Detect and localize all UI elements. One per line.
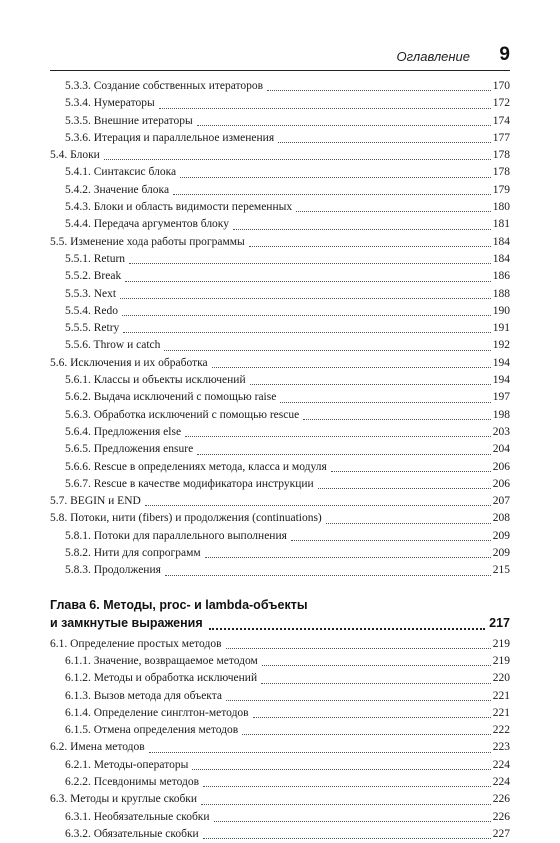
toc-entry-page: 206	[492, 477, 510, 490]
toc-entry-page: 191	[492, 322, 510, 335]
toc-entry-title: 5.5.6. Throw и catch	[65, 339, 161, 352]
chapter-title-line2-text: и замкнутые выражения	[50, 615, 203, 630]
toc-entry-title: 5.5.5. Retry	[65, 322, 120, 335]
toc-entry-page: 203	[492, 425, 510, 438]
toc-entry-page: 179	[492, 183, 510, 196]
toc-entry-title: 5.6.7. Rescue в качестве модификатора инструкции	[65, 477, 314, 490]
toc-entry-page: 221	[492, 706, 510, 719]
toc-entry[interactable]	[50, 78, 510, 95]
toc-entry-title: 5.5. Изменение хода работы программы	[50, 235, 245, 248]
toc-entry-title: 5.8.2. Нити для сопрограмм	[65, 547, 201, 560]
toc-entry-title: 6.1.3. Вызов метода для объекта	[65, 689, 223, 702]
toc-entry[interactable]	[50, 95, 510, 112]
toc-entry-page: 180	[492, 201, 510, 214]
toc-entry[interactable]	[50, 562, 510, 579]
toc-entry-page: 188	[492, 287, 510, 300]
toc-entry-page: 209	[492, 547, 510, 560]
dot-leader	[233, 228, 491, 230]
dot-leader	[226, 647, 491, 649]
toc-entry[interactable]	[50, 476, 510, 493]
toc-entry-page: 198	[492, 408, 510, 421]
dot-leader	[203, 837, 491, 839]
dot-leader	[159, 107, 491, 109]
toc-entry-page: 226	[492, 793, 510, 806]
toc-entry[interactable]	[50, 774, 510, 791]
toc-entry[interactable]	[50, 510, 510, 527]
toc-entry[interactable]	[50, 251, 510, 268]
dot-leader	[214, 820, 491, 822]
toc-entry-page: 215	[492, 564, 510, 577]
toc-entry[interactable]	[50, 268, 510, 285]
toc-entry[interactable]	[50, 424, 510, 441]
dot-leader	[145, 504, 491, 506]
toc-entry-page: 204	[492, 443, 510, 456]
toc-entry-title: 5.5.1. Return	[65, 252, 126, 265]
toc-entry-page: 226	[492, 810, 510, 823]
toc-entry-title: 6.2. Имена методов	[50, 741, 145, 754]
toc-entry[interactable]	[50, 545, 510, 562]
toc-entry-title: 5.4.4. Передача аргументов блоку	[65, 218, 229, 231]
toc-entry[interactable]	[50, 636, 510, 653]
toc-section-chapter-6	[50, 636, 510, 843]
toc-entry-page: 222	[492, 724, 510, 737]
toc-entry-page: 197	[492, 391, 510, 404]
toc-entry-page: 184	[492, 235, 510, 248]
toc-entry[interactable]	[50, 809, 510, 826]
dot-leader	[331, 470, 491, 472]
dot-leader	[205, 556, 491, 558]
toc-entry[interactable]	[50, 113, 510, 130]
toc-entry[interactable]	[50, 441, 510, 458]
dot-leader	[104, 158, 491, 160]
toc-entry-page: 181	[492, 218, 510, 231]
toc-entry-title: 6.1.4. Определение синглтон-методов	[65, 706, 249, 719]
dot-leader	[180, 176, 491, 178]
toc-entry-title: 5.5.3. Next	[65, 287, 117, 300]
toc-entry[interactable]	[50, 528, 510, 545]
toc-entry[interactable]	[50, 372, 510, 389]
dot-leader	[120, 297, 491, 299]
toc-entry-title: 5.6.1. Классы и объекты исключений	[65, 374, 246, 387]
dot-leader	[201, 803, 491, 805]
toc-entry-page: 220	[492, 672, 510, 685]
toc-entry-page: 224	[492, 758, 510, 771]
toc-entry-page: 194	[492, 374, 510, 387]
dot-leader	[129, 262, 491, 264]
dot-leader	[123, 331, 490, 333]
toc-entry-title: 5.4.1. Синтаксис блока	[65, 166, 177, 179]
toc-entry-title: 6.2.1. Методы-операторы	[65, 758, 189, 771]
toc-entry-title: 5.6. Исключения и их обработка	[50, 356, 208, 369]
toc-entry-title: 5.6.6. Rescue в определениях метода, класса и модуля	[65, 460, 327, 473]
dot-leader	[125, 280, 491, 282]
toc-entry[interactable]	[50, 234, 510, 251]
dot-leader	[173, 193, 491, 195]
toc-entry-title: 6.3.1. Необязательные скобки	[65, 810, 210, 823]
dot-leader	[192, 768, 490, 770]
toc-entry[interactable]	[50, 147, 510, 164]
dot-leader	[278, 141, 491, 143]
toc-entry-page: 209	[492, 529, 510, 542]
toc-entry[interactable]	[50, 653, 510, 670]
toc-entry-page: 174	[492, 114, 510, 127]
toc-entry-title: 5.7. BEGIN и END	[50, 495, 141, 508]
dot-leader	[291, 539, 491, 541]
dot-leader	[212, 366, 491, 368]
toc-entry[interactable]	[50, 216, 510, 233]
toc-entry-page: 208	[492, 512, 510, 525]
toc-entry-title: 5.4.3. Блоки и область видимости переменных	[65, 201, 293, 214]
toc-entry-title: 5.3.6. Итерация и параллельное изменения	[65, 131, 275, 144]
dot-leader	[203, 785, 491, 787]
dot-leader	[262, 664, 491, 666]
toc-entry-page: 190	[492, 304, 510, 317]
toc-entry[interactable]	[50, 826, 510, 843]
toc-entry-title: 5.6.3. Обработка исключений с помощью rescue	[65, 408, 300, 421]
chapter-title-line1: Глава 6. Методы, proc- и lambda-объекты	[50, 597, 308, 612]
dot-leader	[318, 487, 491, 489]
toc-entry[interactable]	[50, 320, 510, 337]
dot-leader	[165, 574, 491, 576]
dot-leader	[261, 682, 491, 684]
toc-entry[interactable]	[50, 739, 510, 756]
dot-leader	[326, 522, 491, 524]
toc-entry-title: 6.1.2. Методы и обработка исключений	[65, 672, 258, 685]
toc-entry-title: 5.8.3. Продолжения	[65, 564, 161, 577]
toc-entry[interactable]	[50, 355, 510, 372]
toc-entry-title: 5.8. Потоки, нити (fibers) и продолжения (continuations)	[50, 512, 322, 525]
toc-entry-title: 5.4. Блоки	[50, 149, 100, 162]
dot-leader	[164, 349, 490, 351]
toc-entry[interactable]	[50, 407, 510, 424]
dot-leader	[226, 699, 491, 701]
dot-leader	[267, 89, 491, 91]
toc-entry-page: 178	[492, 149, 510, 162]
toc-entry-title: 6.1.5. Отмена определения методов	[65, 724, 239, 737]
toc-entry[interactable]	[50, 286, 510, 303]
toc-entry-page: 172	[492, 97, 510, 110]
toc-entry[interactable]	[50, 459, 510, 476]
toc-entry[interactable]	[50, 337, 510, 354]
toc-entry[interactable]	[50, 130, 510, 147]
toc-entry[interactable]	[50, 389, 510, 406]
toc-entry-page: 227	[492, 827, 510, 840]
dot-leader	[296, 210, 491, 212]
toc-entry-title: 5.8.1. Потоки для параллельного выполнения	[65, 529, 287, 542]
toc-entry-title: 6.1.1. Значение, возвращаемое методом	[65, 654, 258, 667]
toc-entry[interactable]	[50, 493, 510, 510]
toc-entry-page: 170	[492, 80, 510, 92]
dot-leader	[185, 435, 491, 437]
toc-entry-page: 177	[492, 131, 510, 144]
dot-leader	[250, 383, 491, 385]
toc-entry[interactable]	[50, 182, 510, 199]
dot-leader	[253, 716, 491, 718]
toc-section-chapter-5	[50, 78, 510, 580]
toc-entry-page: 221	[492, 689, 510, 702]
toc-entry-page: 219	[492, 654, 510, 667]
chapter-title-line2	[50, 614, 510, 634]
page-number: 9	[499, 44, 510, 65]
toc-entry-page: 192	[492, 339, 510, 352]
toc-entry-title: 5.6.4. Предложения else	[65, 425, 182, 438]
toc-entry[interactable]	[50, 688, 510, 705]
dot-leader	[197, 124, 491, 126]
toc-entry-page: 207	[492, 495, 510, 508]
toc-entry-page: 178	[492, 166, 510, 179]
toc-entry-title: 5.3.3. Создание собственных итераторов	[65, 80, 264, 92]
toc-entry-page: 186	[492, 270, 510, 283]
toc-entry[interactable]	[50, 722, 510, 739]
toc-entry-title: 6.1. Определение простых методов	[50, 637, 222, 650]
page-header	[50, 40, 510, 71]
toc-entry[interactable]	[50, 705, 510, 722]
toc-entry-page: 194	[492, 356, 510, 369]
running-header-title: Оглавление	[396, 49, 470, 64]
toc-entry[interactable]	[50, 164, 510, 181]
dot-leader	[197, 453, 491, 455]
toc-entry[interactable]	[50, 670, 510, 687]
dot-leader	[303, 418, 491, 420]
toc-entry-page: 206	[492, 460, 510, 473]
toc-entry-title: 5.3.5. Внешние итераторы	[65, 114, 193, 127]
toc-entry-page: 223	[492, 741, 510, 754]
chapter-page-number: 217	[489, 615, 510, 630]
toc-entry-title: 5.6.2. Выдача исключений с помощью raise	[65, 391, 277, 404]
toc-entry-page: 184	[492, 252, 510, 265]
toc-entry-title: 5.5.4. Redo	[65, 304, 119, 317]
toc-entry-title: 5.6.5. Предложения ensure	[65, 443, 194, 456]
toc-entry-title: 6.3. Методы и круглые скобки	[50, 793, 198, 806]
dot-leader	[249, 245, 491, 247]
toc-entry-title: 6.3.2. Обязательные скобки	[65, 827, 199, 840]
table-of-contents	[50, 78, 510, 843]
toc-entry-title: 5.3.4. Нумераторы	[65, 97, 155, 110]
dot-leader	[209, 627, 485, 630]
toc-entry-page: 224	[492, 775, 510, 788]
toc-entry[interactable]	[50, 303, 510, 320]
dot-leader	[122, 314, 491, 316]
chapter-heading[interactable]	[50, 596, 510, 634]
dot-leader	[149, 751, 491, 753]
toc-entry-title: 5.4.2. Значение блока	[65, 183, 170, 196]
toc-entry[interactable]	[50, 199, 510, 216]
toc-entry[interactable]	[50, 757, 510, 774]
toc-entry-title: 5.5.2. Break	[65, 270, 122, 283]
toc-entry-title: 6.2.2. Псевдонимы методов	[65, 775, 200, 788]
dot-leader	[280, 401, 490, 403]
dot-leader	[242, 733, 491, 735]
toc-entry-page: 219	[492, 637, 510, 650]
